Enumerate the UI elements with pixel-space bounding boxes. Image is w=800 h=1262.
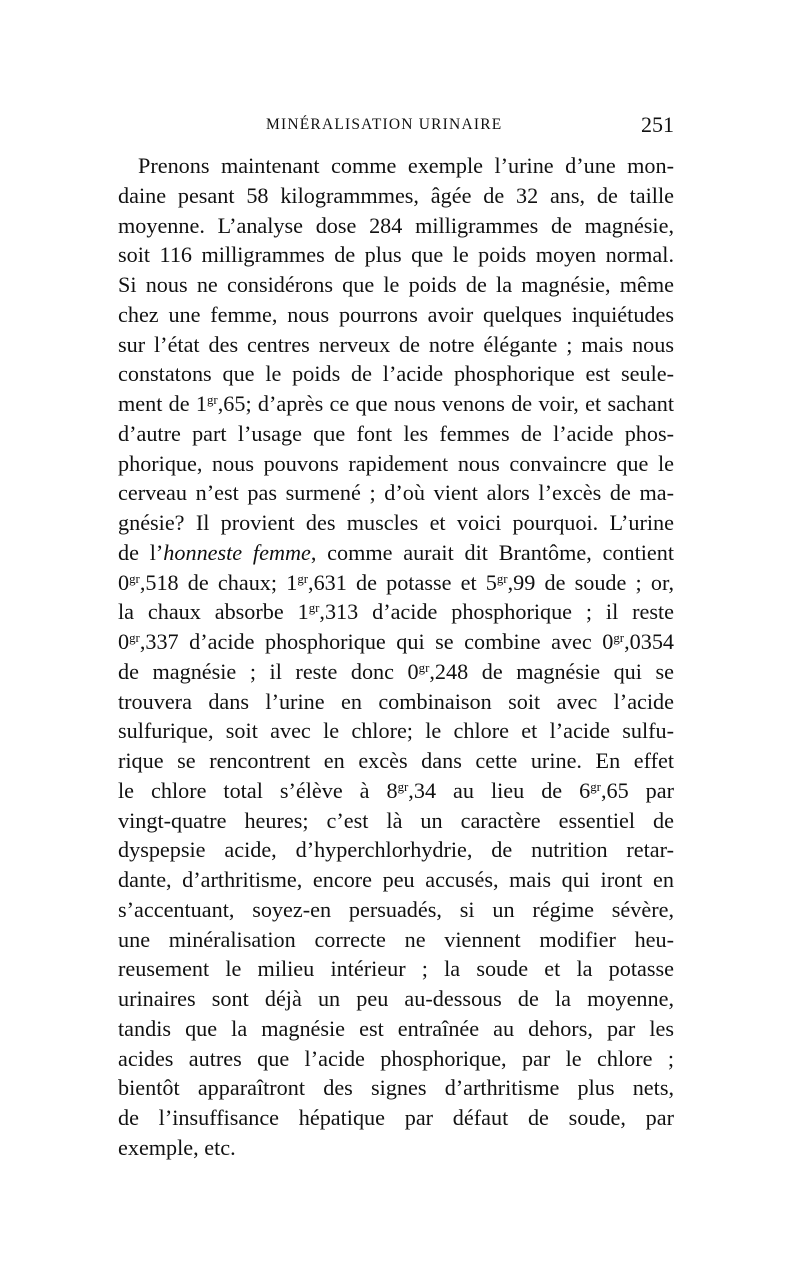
text-line: $0^{gr},518$ de chaux; $1^{gr},631$ de potasse et $5^{gr},99$ de soude ; or,: [118, 569, 674, 595]
text-line: vingt-quatre heures; c’est là un caractère essentiel de: [118, 807, 674, 833]
text-line: soit 116 milligrammes de plus que le poids moyen normal.: [118, 242, 674, 268]
text-line: de l’honneste femme, comme aurait dit Brantôme, contient: [118, 539, 675, 565]
text-line: phorique, nous pouvons rapidement nous convaincre que le: [118, 450, 674, 476]
page-number: 251: [641, 112, 674, 137]
text-line: rique se rencontrent en excès dans cette urine. En effet: [118, 748, 674, 773]
text-line: de l’insuffisance hépatique par défaut de soude, par: [118, 1105, 674, 1130]
text-line: cerveau n’est pas surmené ; d’où vient alors l’excès de ma-: [118, 480, 674, 506]
text-line: d’autre part l’usage que font les femmes de l’acide phos-: [118, 420, 674, 446]
text-line: trouvera dans l’urine en combinaison soit avec l’acide: [118, 688, 674, 714]
text-line: ment de $1^{gr},65$; d’après ce que nous venons de voir, et sachant: [118, 391, 674, 416]
text-line: exemple, etc.: [118, 1134, 236, 1160]
text-line: s’accentuant, soyez-en persuadés, si un régime sévère,: [118, 896, 674, 922]
text-line: le chlore total s’élève à $8^{gr},34$ au lieu de $6^{gr},65$ par: [118, 777, 674, 803]
text-line: Prenons maintenant comme exemple l’urine d’une mon-: [138, 153, 674, 178]
body-text: [118, 151, 674, 1163]
text-line: acides autres que l’acide phosphorique, par le chlore ;: [118, 1045, 674, 1071]
text-line: daine pesant 58 kilogrammmes, âgée de 32 ans, de taille: [118, 182, 674, 208]
text-line: tandis que la magnésie est entraînée au dehors, par les: [118, 1015, 674, 1041]
text-line: une minéralisation correcte ne viennent modifier heu-: [118, 926, 674, 952]
text-line: de magnésie ; il reste donc $0^{gr},248$ de magnésie qui se: [118, 658, 674, 684]
text-line: $0^{gr},337$ d’acide phosphorique qui se combine avec $0^{gr},0354$: [118, 629, 674, 654]
text-line: dante, d’arthritisme, encore peu accusés, mais qui iront en: [118, 867, 674, 892]
text-line: reusement le milieu intérieur ; la soude et la potasse: [118, 956, 674, 982]
running-head: [118, 112, 674, 138]
text-line: moyenne. L’analyse dose 284 milligrammes de magnésie,: [118, 212, 674, 238]
text-line: sur l’état des centres nerveux de notre élégante ; mais nous: [118, 331, 674, 357]
text-line: la chaux absorbe $1^{gr},313$ d’acide phosphorique ; il reste: [118, 599, 674, 625]
text-line: dyspepsie acide, d’hyperchlorhydrie, de nutrition retar-: [118, 837, 674, 863]
text-line: gnésie? Il provient des muscles et voici pourquoi. L’urine: [118, 510, 674, 535]
text-line: urinaires sont déjà un peu au-dessous de la moyenne,: [118, 986, 674, 1011]
running-title: MINÉRALISATION URINAIRE: [266, 116, 503, 133]
text-line: constatons que le poids de l’acide phosphorique est seule-: [118, 361, 674, 387]
text-line: bientôt apparaîtront des signes d’arthritisme plus nets,: [118, 1075, 674, 1101]
text-line: chez une femme, nous pourrons avoir quelques inquiétudes: [118, 301, 674, 327]
text-line: Si nous ne considérons que le poids de la magnésie, même: [118, 272, 674, 297]
text-line: sulfurique, soit avec le chlore; le chlore et l’acide sulfu-: [118, 718, 674, 744]
